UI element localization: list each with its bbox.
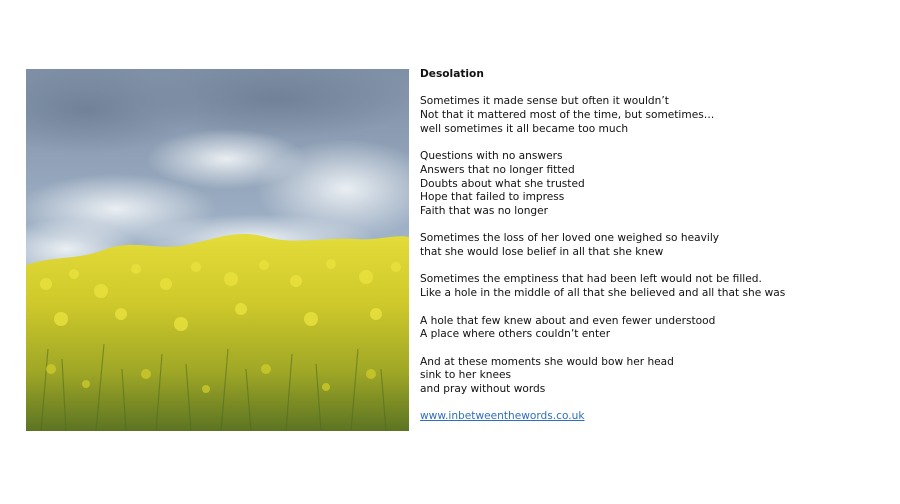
rapeseed-field-photo <box>26 69 409 431</box>
poem-line: Sometimes the emptiness that had been left would not be filled. <box>420 273 762 286</box>
poem <box>420 68 880 424</box>
poem-line: and pray without words <box>420 383 546 396</box>
stanza-3 <box>420 232 880 259</box>
poem-line: Like a hole in the middle of all that she believed and all that she was <box>420 287 786 300</box>
poem-line: Faith that was no longer <box>420 205 549 217</box>
poem-line: A hole that few knew about and even fewer understood <box>420 314 716 327</box>
poem-line: Answers that no longer fitted <box>420 163 575 176</box>
poem-line: Sometimes it made sense but often it wouldn’t <box>420 95 669 108</box>
stanza-5 <box>420 315 880 342</box>
rapeseed-field-image <box>26 69 409 431</box>
poem-line: that she would lose belief in all that she knew <box>420 246 664 259</box>
poem-line: Sometimes the loss of her loved one weighed so heavily <box>420 232 720 245</box>
stanza-2 <box>420 150 880 219</box>
poem-title: Desolation <box>420 68 484 80</box>
poem-line: Not that it mattered most of the time, but sometimes… <box>420 109 715 122</box>
stanza-6 <box>420 356 880 397</box>
poem-line: Doubts about what she trusted <box>420 177 585 190</box>
poem-line: A place where others couldn’t enter <box>420 328 611 341</box>
poem-line: And at these moments she would bow her head <box>420 355 674 368</box>
poem-line: Hope that failed to impress <box>420 191 565 204</box>
poem-line: Questions with no answers <box>420 150 563 163</box>
website-link[interactable]: www.inbetweenthewords.co.uk <box>420 410 585 423</box>
poem-line: sink to her knees <box>420 369 512 382</box>
stanza-1 <box>420 95 880 136</box>
poem-line: well sometimes it all became too much <box>420 122 629 135</box>
stanza-4 <box>420 273 880 300</box>
